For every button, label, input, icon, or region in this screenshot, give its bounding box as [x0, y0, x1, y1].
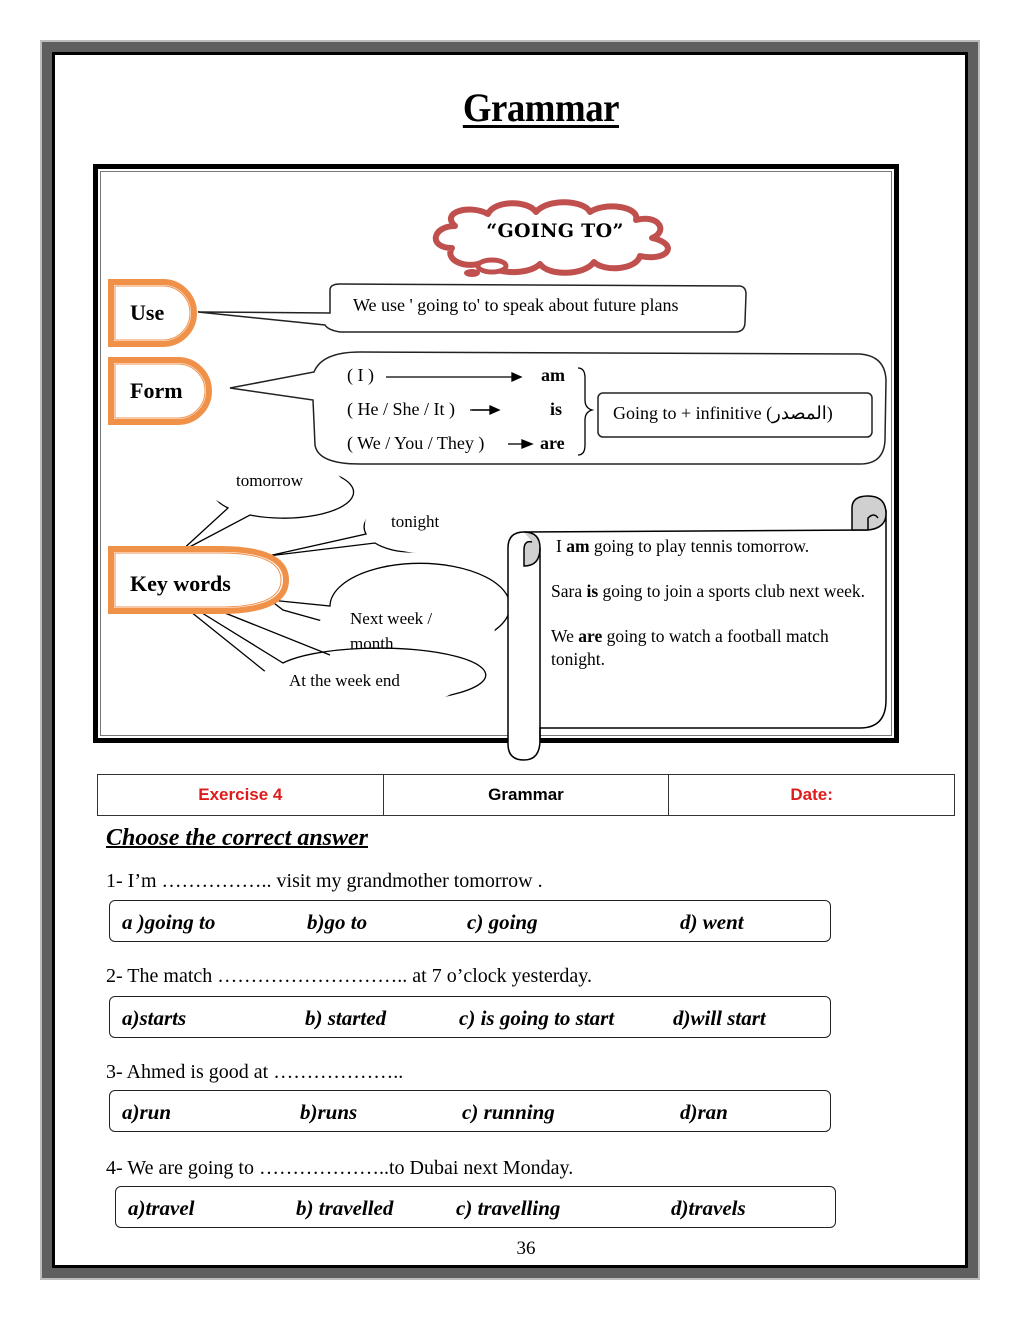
page-title: Grammar — [462, 85, 620, 130]
q4-option-b[interactable]: b) travelled — [296, 1196, 394, 1220]
form-verb-2: is — [550, 399, 563, 419]
q1-option-c[interactable]: c) going — [467, 910, 538, 934]
q1-option-b[interactable]: b)go to — [307, 910, 368, 934]
use-label: Use — [130, 300, 165, 325]
question-1-text: 1- I’m …………….. visit my grandmother tomorrow . — [106, 870, 543, 892]
keyword-weekend: At the week end — [289, 671, 400, 690]
question-4-text: 4- We are going to ………………..to Dubai next Monday. — [106, 1157, 574, 1179]
form-rule: Going to + infinitive (المصدر) — [613, 403, 833, 423]
form-verb-3: are — [540, 433, 565, 453]
q3-option-b[interactable]: b)runs — [300, 1100, 358, 1124]
keyword-tomorrow: tomorrow — [236, 471, 304, 490]
example-1: I am going to play tennis tomorrow. — [556, 536, 810, 556]
use-description: We use ' going to' to speak about future plans — [353, 295, 679, 315]
keyword-next-week: Next week / — [350, 609, 433, 628]
exercise-date: Date: — [669, 775, 955, 816]
question-1-options — [109, 900, 831, 942]
form-verb-1: am — [541, 365, 565, 385]
example-2: Sara is going to join a sports club next week. — [551, 581, 866, 601]
question-3-text: 3- Ahmed is good at ……………….. — [106, 1061, 404, 1083]
q4-option-c[interactable]: c) travelling — [456, 1196, 561, 1220]
q4-option-d[interactable]: d)travels — [671, 1196, 746, 1220]
exercise-header-table — [97, 774, 955, 816]
keyword-tonight: tonight — [391, 512, 440, 531]
q3-option-c[interactable]: c) running — [462, 1100, 555, 1124]
q1-option-a[interactable]: a )going to — [122, 910, 216, 934]
q1-option-d[interactable]: d) went — [680, 910, 744, 934]
keyword-month: month — [350, 634, 394, 653]
q2-option-d[interactable]: d)will start — [673, 1006, 766, 1030]
q2-option-b[interactable]: b) started — [305, 1006, 387, 1030]
q2-option-c[interactable]: c) is going to start — [459, 1006, 615, 1030]
exercise-number: Exercise 4 — [98, 775, 384, 816]
form-label: Form — [130, 378, 183, 403]
question-2-text: 2- The match ……………………….. at 7 o’clock yesterday. — [106, 965, 592, 987]
example-3: We are going to watch a football match tonight. — [551, 626, 829, 669]
q2-option-a[interactable]: a)starts — [122, 1006, 187, 1030]
form-subject-1: ( I ) — [347, 365, 374, 385]
instruction-heading: Choose the correct answer — [106, 825, 369, 851]
question-3-options — [109, 1090, 831, 1132]
page-number: 36 — [516, 1238, 536, 1259]
question-4-options — [115, 1186, 836, 1228]
keywords-label: Key words — [130, 571, 231, 596]
q3-option-d[interactable]: d)ran — [680, 1100, 728, 1124]
examples-scroll — [551, 535, 871, 693]
question-2-options — [109, 996, 831, 1038]
going-to-heading: “GOING TO” — [486, 220, 624, 242]
form-subject-3: ( We / You / They ) — [347, 433, 485, 453]
exercise-subject: Grammar — [383, 775, 669, 816]
q4-option-a[interactable]: a)travel — [128, 1196, 195, 1220]
form-subject-2: ( He / She / It ) — [347, 399, 455, 419]
q3-option-a[interactable]: a)run — [122, 1100, 172, 1124]
